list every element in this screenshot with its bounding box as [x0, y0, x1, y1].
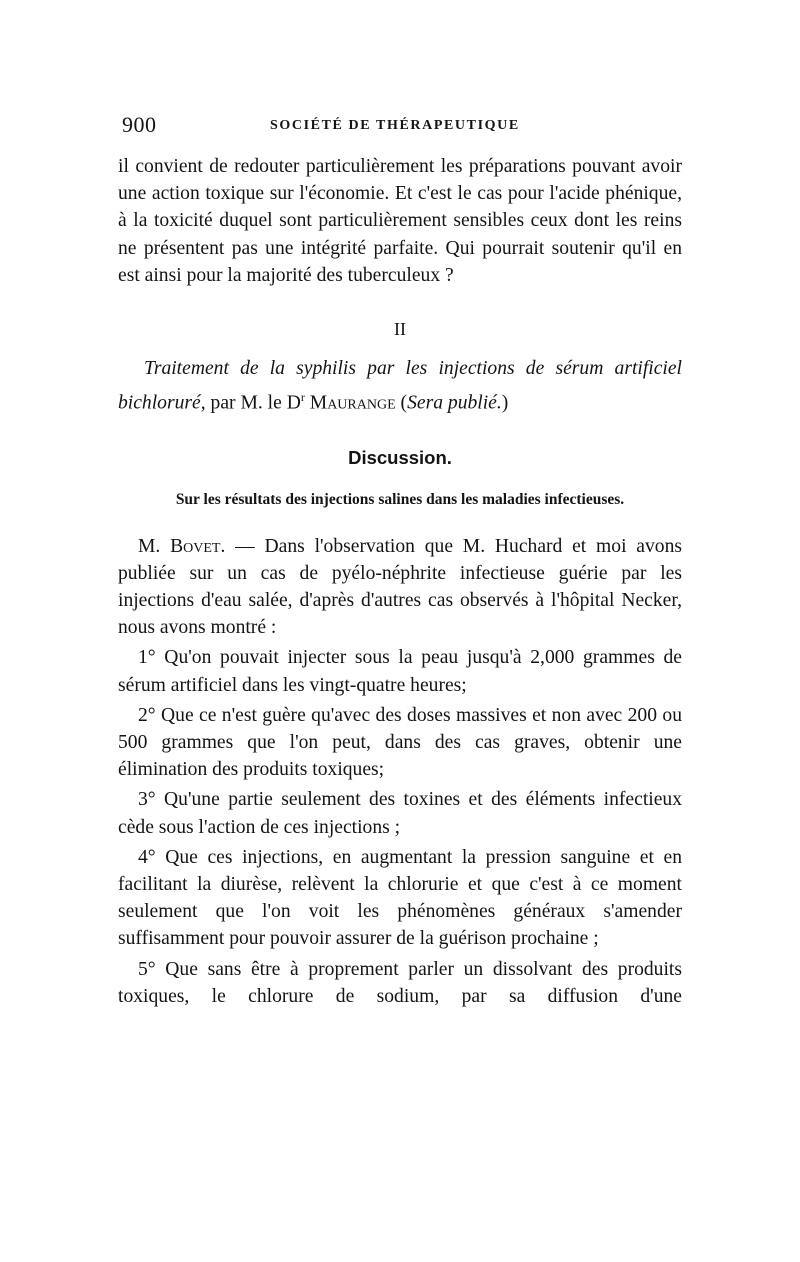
talk-author-suffix: r [300, 390, 305, 405]
page-number: 900 [122, 112, 157, 137]
talk-title-italic: Traitement de la syphilis par les injections de sérum artificiel bichloruré, [118, 358, 682, 414]
list-item: 2° Que ce n'est guère qu'avec des doses massives et non avec 200 ou 500 grammes que l'on peut, dans des cas graves, obtenir une élimination des produits toxiques; [118, 704, 682, 781]
discussion-heading: Discussion. [348, 446, 452, 468]
talk-author-name: Maurange [309, 392, 396, 414]
talk-status: Sera publié. [407, 392, 502, 414]
list-item: 5° Que sans être à proprement parler un dissolvant des produits toxiques, le chlorure de sodium, par sa diffusion d'une [118, 958, 682, 1007]
discussion-intro [118, 533, 682, 642]
talk-status-open: ( [400, 392, 408, 414]
list-item: 3° Qu'une partie seulement des toxines et des éléments infectieux cède sous l'action de ces injections ; [118, 789, 682, 838]
page-header [120, 112, 682, 142]
opening-paragraph: il convient de redouter particulièrement les préparations pouvant avoir une action toxique sur l'économie. Et c'est le cas pour l'acide phénique, à la toxicité duquel sont particulièrement sensibles ceux dont les reins ne présentent pas une intégrité parfaite. Qui pourrait soutenir qu'il en est ainsi pour la majorité des tuberculeux ? [118, 156, 682, 286]
running-title: SOCIÉTÉ DE THÉRAPEUTIQUE [270, 118, 520, 133]
talk-status-close: ) [501, 392, 509, 414]
list-item: 4° Que ces injections, en augmentant la pression sanguine et en facilitant la diurèse, relèvent la chlorurie et que c'est à ce moment seulement que l'on voit les phénomènes généraux s'amender suffisamment pour pouvoir assurer de la guérison prochaine ; [118, 846, 682, 950]
page-body [118, 153, 682, 1010]
talk-title [118, 355, 682, 418]
discussion-body [118, 533, 682, 1010]
talk-author-prefix: par M. le D [210, 392, 301, 414]
discussion-subheading: Sur les résultats des injections salines dans les maladies infectieuses. [175, 490, 625, 508]
list-item: 1° Qu'on pouvait injecter sous la peau jusqu'à 2,000 grammes de sérum artificiel dans les vingt-quatre heures; [118, 647, 682, 696]
speaker-name: M. Bovet. [138, 535, 226, 557]
section-number: II [394, 319, 406, 340]
intro-text: — Dans l'observation que M. Huchard et moi avons publiée sur un cas de pyélo-néphrite infectieuse guérie par les injections d'eau salée, d'après d'autres cas observés à l'hôpital Necker, nous avons montré : [118, 535, 682, 639]
